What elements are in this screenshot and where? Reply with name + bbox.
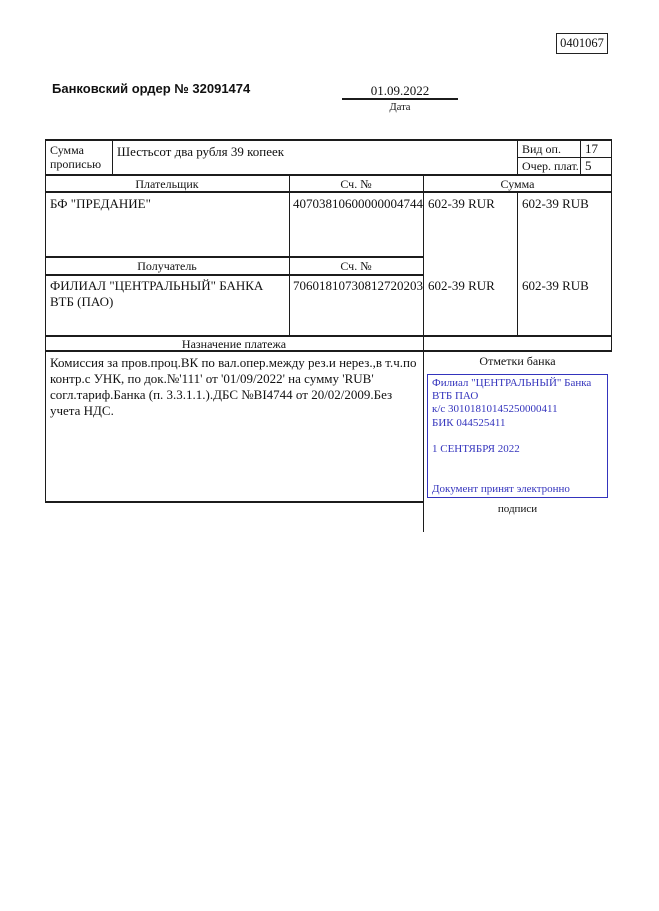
grid-line [289, 174, 290, 337]
grid-line [112, 139, 113, 176]
stamp-line: Филиал "ЦЕНТРАЛЬНЫЙ" Банка [432, 377, 592, 389]
grid-line [45, 139, 612, 141]
stamp-line: ВТБ ПАО [432, 390, 479, 403]
sum-words-label: Сумма прописью [50, 143, 102, 172]
grid-line [45, 256, 423, 258]
stamp-line: БИК 044525411 [432, 416, 506, 429]
payee-name: ФИЛИАЛ "ЦЕНТРАЛЬНЫЙ" БАНКА ВТБ (ПАО) [50, 278, 264, 309]
payer-acct-header: Сч. № [340, 177, 372, 191]
document-date: 01.09.2022 [370, 83, 430, 98]
grid-line [45, 274, 423, 276]
payer-amount-rur: 602-39 RUR [428, 196, 495, 211]
grid-line [517, 139, 518, 176]
payer-amount-rub: 602-39 RUB [522, 196, 589, 211]
grid-line [580, 139, 581, 176]
date-underline [342, 98, 458, 100]
payer-header: Плательщик [135, 177, 199, 191]
payee-header: Получатель [137, 259, 197, 273]
ocher-plat-label: Очер. плат. [522, 159, 579, 173]
grid-line [517, 157, 612, 158]
vid-op-label: Вид оп. [522, 142, 561, 156]
grid-line [45, 139, 46, 503]
grid-line [45, 174, 612, 176]
form-code-box: 0401067 [556, 33, 608, 54]
purpose-header: Назначение платежа [181, 337, 287, 351]
document-title: Банковский ордер № 32091474 [52, 81, 251, 96]
bank-stamp [427, 374, 608, 498]
payer-name: БФ "ПРЕДАНИЕ" [50, 196, 151, 211]
date-label: Дата [389, 102, 411, 113]
payee-amount-rur: 602-39 RUR [428, 278, 495, 293]
stamp-line: Документ принят электронно [432, 482, 570, 495]
stamp-line: к/с 30101810145250000411 [432, 403, 558, 416]
vid-op-value: 17 [585, 141, 598, 156]
payee-acct-header: Сч. № [340, 259, 372, 273]
purpose-text: Комиссия за пров.проц.ВК по вал.опер.между рез.и нерез.,в т.ч.по контр.с УНК, по док.№'111' от '01/09/2022' на сумму 'RUB' согл.тариф.Банка (п. 3.3.1.1.).ДБС №BI4744 от 20/02/2009.Без учета НДС. [50, 355, 417, 418]
grid-line [45, 501, 423, 503]
payee-account: 70601810730812720203 [293, 278, 423, 293]
grid-line [611, 139, 612, 352]
ocher-plat-value: 5 [585, 158, 592, 173]
stamp-line: 1 СЕНТЯБРЯ 2022 [432, 443, 520, 455]
sum-words-value: Шестьсот два рубля 39 копеек [117, 144, 285, 159]
grid-line [423, 174, 424, 532]
grid-line [517, 191, 518, 337]
signatures-label: подписи [497, 503, 538, 515]
sum-header: Сумма [500, 177, 535, 191]
payer-account: 40703810600000004744 [293, 196, 423, 211]
stamp-line [432, 469, 603, 482]
stamp-line [432, 430, 603, 443]
payee-amount-rub: 602-39 RUB [522, 278, 589, 293]
stamp-line [432, 456, 603, 469]
bank-marks-header: Отметки банка [479, 354, 556, 368]
